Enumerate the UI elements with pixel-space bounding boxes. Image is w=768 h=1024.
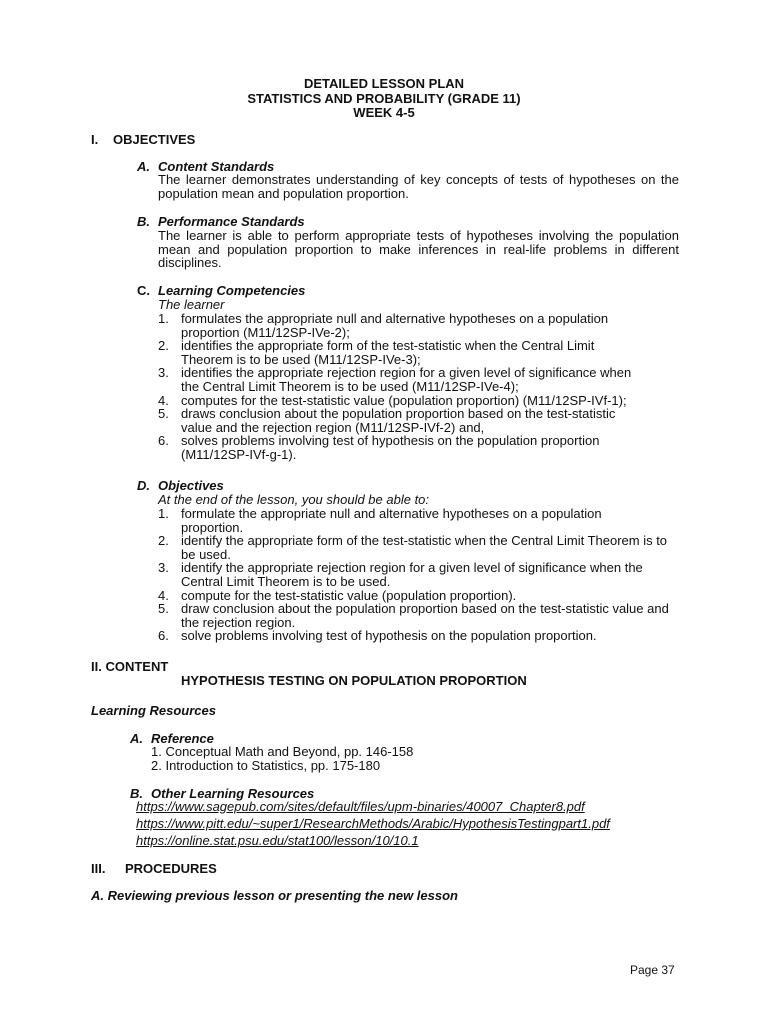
item-text: compute for the test-statistic value (population proportion). bbox=[181, 587, 517, 603]
item-number: 3. bbox=[158, 365, 169, 381]
item-number: 4. bbox=[158, 587, 169, 603]
heading-title: Performance Standards bbox=[158, 214, 305, 229]
item-text: identifies the appropriate form of the test-statistic when the Central Limit Theorem is to be used (M11/12SP-IVe-3); bbox=[181, 338, 595, 367]
list-item bbox=[158, 312, 648, 339]
heading-title: Objectives bbox=[158, 478, 224, 493]
list-item bbox=[158, 534, 678, 561]
section-content-heading bbox=[91, 659, 168, 674]
list-item bbox=[158, 561, 678, 588]
section-title: OBJECTIVES bbox=[113, 132, 196, 147]
item-number: 5. bbox=[158, 601, 169, 617]
heading-title: Learning Competencies bbox=[158, 283, 306, 298]
item-number: 6. bbox=[158, 628, 169, 644]
item-text: computes for the test-statistic value (population proportion) (M11/12SP-IVf-1); bbox=[181, 392, 627, 408]
item-number: 1. bbox=[158, 506, 169, 521]
list-item bbox=[158, 339, 648, 366]
reference-list bbox=[151, 745, 413, 773]
heading-letter: C. bbox=[137, 283, 150, 298]
section-numeral: I. bbox=[91, 132, 99, 147]
resource-link[interactable]: https://online.stat.psu.edu/stat100/lesson/10/10.1 bbox=[136, 833, 419, 848]
item-number: 6. bbox=[158, 433, 169, 449]
content-standards-text: The learner demonstrates understanding of key concepts of tests of hypotheses on the population mean and population proportion. bbox=[158, 172, 679, 201]
item-text: formulates the appropriate null and alternative hypotheses on a population proportion (M11/12SP-IVe-2); bbox=[181, 311, 609, 340]
reference-item: 1. Conceptual Math and Beyond, pp. 146-158 bbox=[151, 744, 414, 759]
objectives-d-heading bbox=[137, 478, 224, 493]
objectives-d-list bbox=[158, 507, 678, 643]
list-item bbox=[158, 507, 678, 534]
section-procedures-heading bbox=[91, 861, 217, 876]
item-number: 2. bbox=[158, 533, 169, 549]
section-numeral: III. bbox=[91, 861, 106, 876]
item-number: 3. bbox=[158, 560, 169, 576]
item-number: 4. bbox=[158, 392, 169, 408]
objectives-d-intro: At the end of the lesson, you should be able to: bbox=[158, 492, 430, 507]
learning-competencies-intro: The learner bbox=[158, 297, 225, 312]
heading-letter: D. bbox=[137, 478, 150, 493]
section-numeral: II. bbox=[91, 659, 102, 674]
list-item bbox=[158, 602, 678, 629]
item-number: 5. bbox=[158, 406, 169, 422]
item-text: identify the appropriate form of the test-statistic when the Central Limit Theorem is to be used. bbox=[181, 533, 668, 562]
section-title: PROCEDURES bbox=[125, 861, 217, 876]
heading-letter: B. bbox=[130, 786, 143, 801]
item-text: solves problems involving test of hypothesis on the population proportion (M11/12SP-IVf-g-1). bbox=[181, 433, 600, 462]
title-line-3: WEEK 4-5 bbox=[353, 105, 415, 120]
heading-letter: B. bbox=[137, 214, 150, 229]
list-item bbox=[158, 366, 648, 393]
section-title: CONTENT bbox=[105, 659, 169, 674]
item-text: draw conclusion about the population proportion based on the test-statistic value and the rejection region. bbox=[181, 601, 669, 630]
procedures-a-heading: A. Reviewing previous lesson or presenting the new lesson bbox=[91, 888, 458, 903]
heading-title: Reference bbox=[151, 731, 214, 746]
page-number: Page 37 bbox=[630, 963, 675, 977]
other-resources-links bbox=[136, 800, 610, 848]
item-text: formulate the appropriate null and alternative hypotheses on a population proportion. bbox=[181, 506, 602, 535]
list-item bbox=[158, 407, 648, 434]
section-objectives-heading bbox=[91, 132, 195, 147]
performance-standards-heading bbox=[137, 214, 305, 229]
learning-competencies-list bbox=[158, 312, 648, 462]
performance-standards-text: The learner is able to perform appropriate tests of hypotheses involving the population mean and population proportion to make inferences in real-life problems in different disciplines. bbox=[158, 228, 679, 271]
list-item bbox=[158, 629, 678, 643]
document-title bbox=[0, 77, 768, 121]
list-item bbox=[158, 394, 648, 408]
item-text: solve problems involving test of hypothesis on the population proportion. bbox=[181, 628, 597, 644]
resource-link[interactable]: https://www.pitt.edu/~super1/ResearchMethods/Arabic/HypothesisTestingpart1.pdf bbox=[136, 816, 610, 831]
list-item bbox=[158, 589, 678, 603]
title-line-1: DETAILED LESSON PLAN bbox=[303, 76, 465, 91]
resource-link[interactable]: https://www.sagepub.com/sites/default/files/upm-binaries/40007_Chapter8.pdf bbox=[136, 799, 585, 814]
item-text: identifies the appropriate rejection region for a given level of significance when the Central Limit Theorem is to be used (M11/12SP-IVe-4); bbox=[181, 365, 632, 394]
content-topic: HYPOTHESIS TESTING ON POPULATION PROPORTION bbox=[181, 673, 527, 688]
list-item bbox=[158, 434, 648, 461]
item-text: draws conclusion about the population proportion based on the test-statistic value and the rejection region (M11/12SP-IVf-2) and, bbox=[181, 406, 616, 435]
heading-title: Other Learning Resources bbox=[151, 786, 315, 801]
learning-competencies-heading bbox=[137, 283, 305, 298]
heading-letter: A. bbox=[137, 159, 150, 174]
item-number: 1. bbox=[158, 311, 169, 326]
reference-item: 2. Introduction to Statistics, pp. 175-180 bbox=[151, 758, 381, 773]
item-number: 2. bbox=[158, 338, 169, 354]
title-line-2: STATISTICS AND PROBABILITY (GRADE 11) bbox=[247, 90, 521, 106]
learning-resources-heading: Learning Resources bbox=[91, 703, 216, 718]
heading-letter: A. bbox=[130, 731, 143, 746]
heading-title: Content Standards bbox=[158, 159, 275, 174]
item-text: identify the appropriate rejection region for a given level of significance when the Central Limit Theorem is to be used. bbox=[181, 560, 643, 589]
